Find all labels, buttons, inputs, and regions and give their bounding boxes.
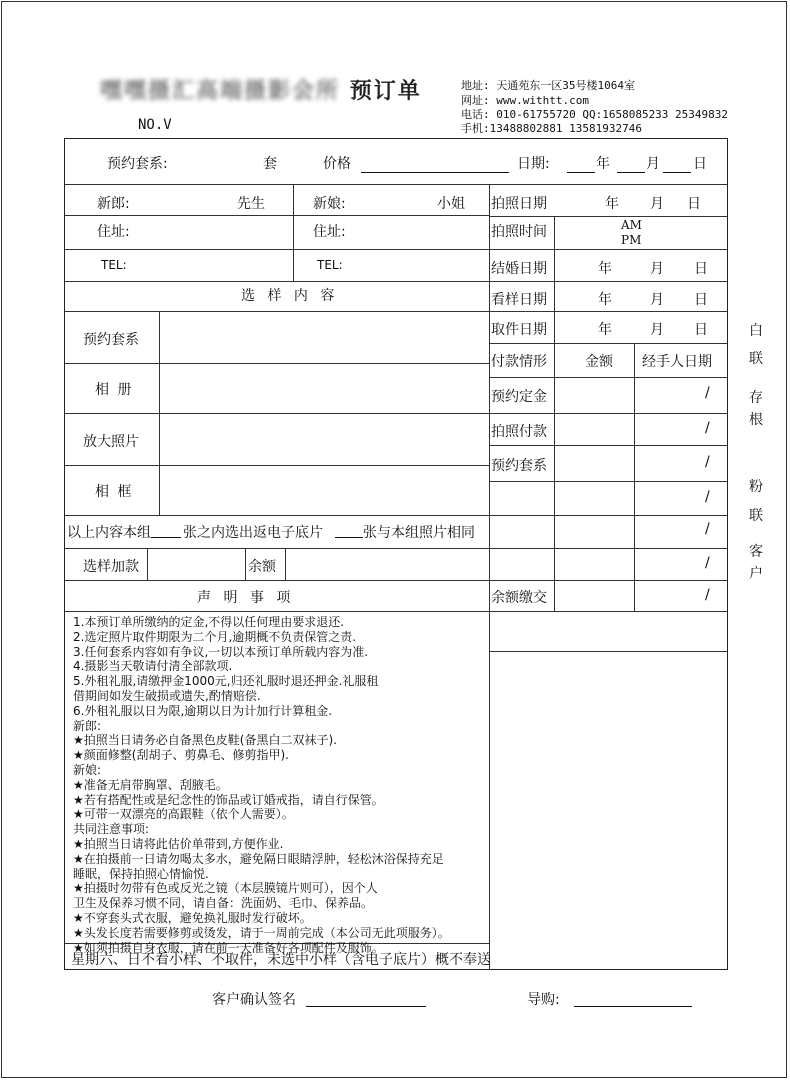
row-divider (489, 651, 727, 652)
rule-line: 3.任何套系内容如有争议,一切以本预订单所载内容为准. (73, 644, 369, 659)
row-divider (65, 311, 489, 312)
side-label: 户 (749, 566, 763, 582)
shoot-time-label: 拍照时间 (491, 224, 547, 240)
wedding-date-month: 月 (650, 261, 664, 277)
shoot-date-year: 年 (605, 196, 619, 212)
pickup-date-day: 日 (694, 322, 708, 338)
studio-name: 嘿嘿摄汇高端摄影会所 (100, 79, 341, 104)
rule-line: ★可带一双漂亮的高跟鞋（依个人需要）。 (73, 807, 294, 822)
row-divider (65, 580, 489, 581)
package-label: 预约套系: (107, 156, 168, 172)
mobile: 手机:13488802881 13581932746 (461, 122, 642, 135)
row-divider (65, 413, 489, 414)
pickup-date-month: 月 (650, 322, 664, 338)
pickup-date-year: 年 (598, 322, 612, 338)
slash: / (705, 587, 710, 603)
column-divider (285, 548, 286, 580)
payment-status-label: 付款情形 (491, 354, 547, 370)
rule-line: ★拍照当日请将此估价单带到,方便作业. (73, 836, 284, 851)
rule-line: ★颜面修整(刮胡子、剪鼻毛、修剪指甲). (73, 748, 289, 763)
rule-line: 2.选定照片取件期限为二个月,逾期概不负责保管之责. (73, 629, 357, 644)
row-divider (489, 580, 727, 581)
pm-label: PM (621, 233, 642, 247)
rule-line: 共同注意事项: (73, 822, 150, 837)
rule-line: 4.摄影当天敬请付清全部款项. (73, 659, 233, 674)
month-field[interactable] (617, 172, 645, 173)
handler-date-header: 经手人日期 (642, 354, 712, 370)
rule-line: 卫生及保养习惯不同，请自备：洗面奶、毛巾、保养品。 (73, 896, 374, 911)
row-divider (65, 465, 489, 466)
row-divider (489, 515, 727, 516)
selection-header: 选 样 内 容 (241, 288, 339, 304)
day-label: 日 (693, 156, 707, 172)
row-enlarge: 放大照片 (83, 434, 139, 450)
customer-sign-field[interactable] (306, 1006, 426, 1007)
groom-tel-label: TEL: (101, 258, 127, 272)
row-divider (65, 515, 489, 516)
declaration-header: 声 明 事 项 (197, 590, 295, 606)
note-part3: 张与本组照片相同 (363, 525, 475, 541)
rule-line: 借期间如发生破损或遗失,酌情赔偿. (73, 688, 261, 703)
rule-line: ★如须拍摄自身衣服，请在前一天准备好各项配件及服饰。 (73, 940, 384, 955)
date-label: 日期: (517, 156, 550, 172)
wedding-date-day: 日 (694, 261, 708, 277)
month-label: 月 (646, 156, 660, 172)
column-divider (245, 548, 246, 580)
row-divider (489, 249, 727, 250)
column-divider (159, 311, 160, 515)
rule-line: ★头发长度若需要修剪或烫发，请于一周前完成（本公司无此项服务）。 (73, 925, 450, 940)
bride-tel-label: TEL: (317, 258, 343, 272)
side-label: 粉 (749, 479, 763, 495)
groom-suffix: 先生 (237, 196, 265, 212)
form-number: NO.V (138, 117, 172, 133)
row-divider (489, 343, 727, 344)
row-divider (489, 548, 727, 549)
rule-line: 6.外租礼服以日为限,逾期以日为计加行计算租金. (73, 703, 333, 718)
column-divider (634, 343, 635, 612)
rule-line: 新郎: (73, 718, 102, 733)
row-divider (489, 611, 727, 612)
column-divider (489, 184, 490, 969)
note-part2: 张之内选出返电子底片 (183, 525, 323, 541)
amount-header: 金额 (585, 354, 613, 370)
deposit-label: 预约定金 (491, 389, 547, 405)
rule-line: ★在拍摄前一日请勿喝太多水，避免隔日眼睛浮肿，轻松沐浴保持充足 (73, 851, 444, 866)
shoot-date-label: 拍照日期 (491, 196, 547, 212)
set-unit: 套 (263, 156, 277, 172)
viewing-date-label: 看样日期 (491, 292, 547, 308)
slash: / (705, 555, 710, 571)
phone: 电话: 010-61755720 QQ:1658085233 25349832 (461, 108, 729, 121)
wedding-date-label: 结婚日期 (491, 261, 547, 277)
row-divider (489, 311, 727, 312)
rule-line: ★若有搭配性或是纪念性的饰品或订婚戒指，请自行保管。 (73, 792, 384, 807)
row-album: 相 册 (95, 382, 134, 398)
slash: / (705, 420, 710, 436)
viewing-date-month: 月 (650, 292, 664, 308)
extra-charge-label: 选样加款 (83, 559, 139, 575)
row-divider (65, 611, 489, 612)
bride-label: 新娘: (313, 196, 346, 212)
row-divider (489, 445, 727, 446)
row-divider (65, 548, 489, 549)
package-payment-label: 预约套系 (491, 458, 547, 474)
row-package: 预约套系 (83, 332, 139, 348)
groom-label: 新郎: (97, 196, 130, 212)
website: 网址: www.withtt.com (461, 94, 589, 107)
rules-list (73, 615, 450, 955)
photo-count-field[interactable] (151, 537, 181, 538)
shoot-date-month: 月 (650, 196, 664, 212)
row-divider (65, 184, 727, 185)
row-divider (65, 215, 489, 216)
row-divider (489, 281, 727, 282)
row-divider (489, 377, 727, 378)
note-part1: 以上内容本组 (67, 525, 151, 541)
slash: / (705, 454, 710, 470)
slash: / (705, 385, 710, 401)
slash: / (705, 521, 710, 537)
row-divider (65, 249, 489, 250)
viewing-date-year: 年 (598, 292, 612, 308)
side-label: 联 (749, 508, 763, 524)
row-divider (489, 413, 727, 414)
weekend-note: 星期六、日不看小样、不取件，未选中小样（含电子底片）概不奉送 (71, 952, 491, 968)
rule-line: ★准备无肩带胸罩、刮腋毛。 (73, 777, 228, 792)
viewing-date-day: 日 (694, 292, 708, 308)
column-divider (293, 184, 294, 281)
row-divider (489, 216, 727, 217)
balance-label: 余额 (248, 559, 276, 575)
guide-field[interactable] (574, 1006, 692, 1007)
same-count-field[interactable] (335, 537, 363, 538)
side-label: 客 (749, 544, 763, 560)
bride-address-label: 住址: (313, 224, 346, 240)
row-frame: 相 框 (95, 484, 134, 500)
rule-line: ★拍照当日请务必自备黑色皮鞋(备黑白二双袜子). (73, 733, 337, 748)
rule-line: 睡眠，保持拍照心情愉悦. (73, 866, 209, 881)
guide-label: 导购: (527, 992, 560, 1008)
side-label: 白 (749, 323, 763, 339)
rule-line: 5.外租礼服,请缴押金1000元,归还礼服时退还押金.礼服租 (73, 674, 379, 689)
side-label: 根 (749, 412, 763, 428)
year-field[interactable] (567, 172, 595, 173)
address: 地址: 天通苑东一区35号楼1064室 (461, 79, 635, 92)
balance-payment-label: 余额缴交 (491, 590, 547, 606)
form-title (100, 74, 422, 105)
am-label: AM (621, 218, 642, 232)
rule-line: ★拍摄时勿带有色或反光之镜（本层膜镜片则可），因个人 (73, 881, 378, 896)
rule-line: ★不穿套头式衣服，避免换礼服时发行破坏。 (73, 910, 312, 925)
rule-line: 新娘: (73, 762, 102, 777)
pickup-date-label: 取件日期 (491, 322, 547, 338)
customer-sign-label: 客户确认签名 (212, 992, 296, 1008)
wedding-date-year: 年 (598, 261, 612, 277)
column-divider (554, 216, 555, 612)
row-divider (65, 281, 489, 282)
row-divider (489, 481, 727, 482)
column-divider (147, 548, 148, 580)
row-divider (65, 363, 489, 364)
slash: / (705, 489, 710, 505)
bride-suffix: 小姐 (437, 196, 465, 212)
year-label: 年 (596, 156, 610, 172)
day-field[interactable] (663, 172, 691, 173)
shoot-date-day: 日 (687, 196, 701, 212)
side-label: 存 (749, 390, 763, 406)
price-label: 价格 (323, 156, 351, 172)
rule-line: 1.本预订单所缴纳的定金,不得以任何理由要求退还. (73, 615, 345, 629)
shoot-payment-label: 拍照付款 (491, 424, 547, 440)
order-form (64, 138, 728, 970)
side-label: 联 (749, 351, 763, 367)
doc-title: 预订单 (349, 79, 422, 104)
price-field[interactable] (361, 172, 509, 173)
groom-address-label: 住址: (97, 224, 130, 240)
